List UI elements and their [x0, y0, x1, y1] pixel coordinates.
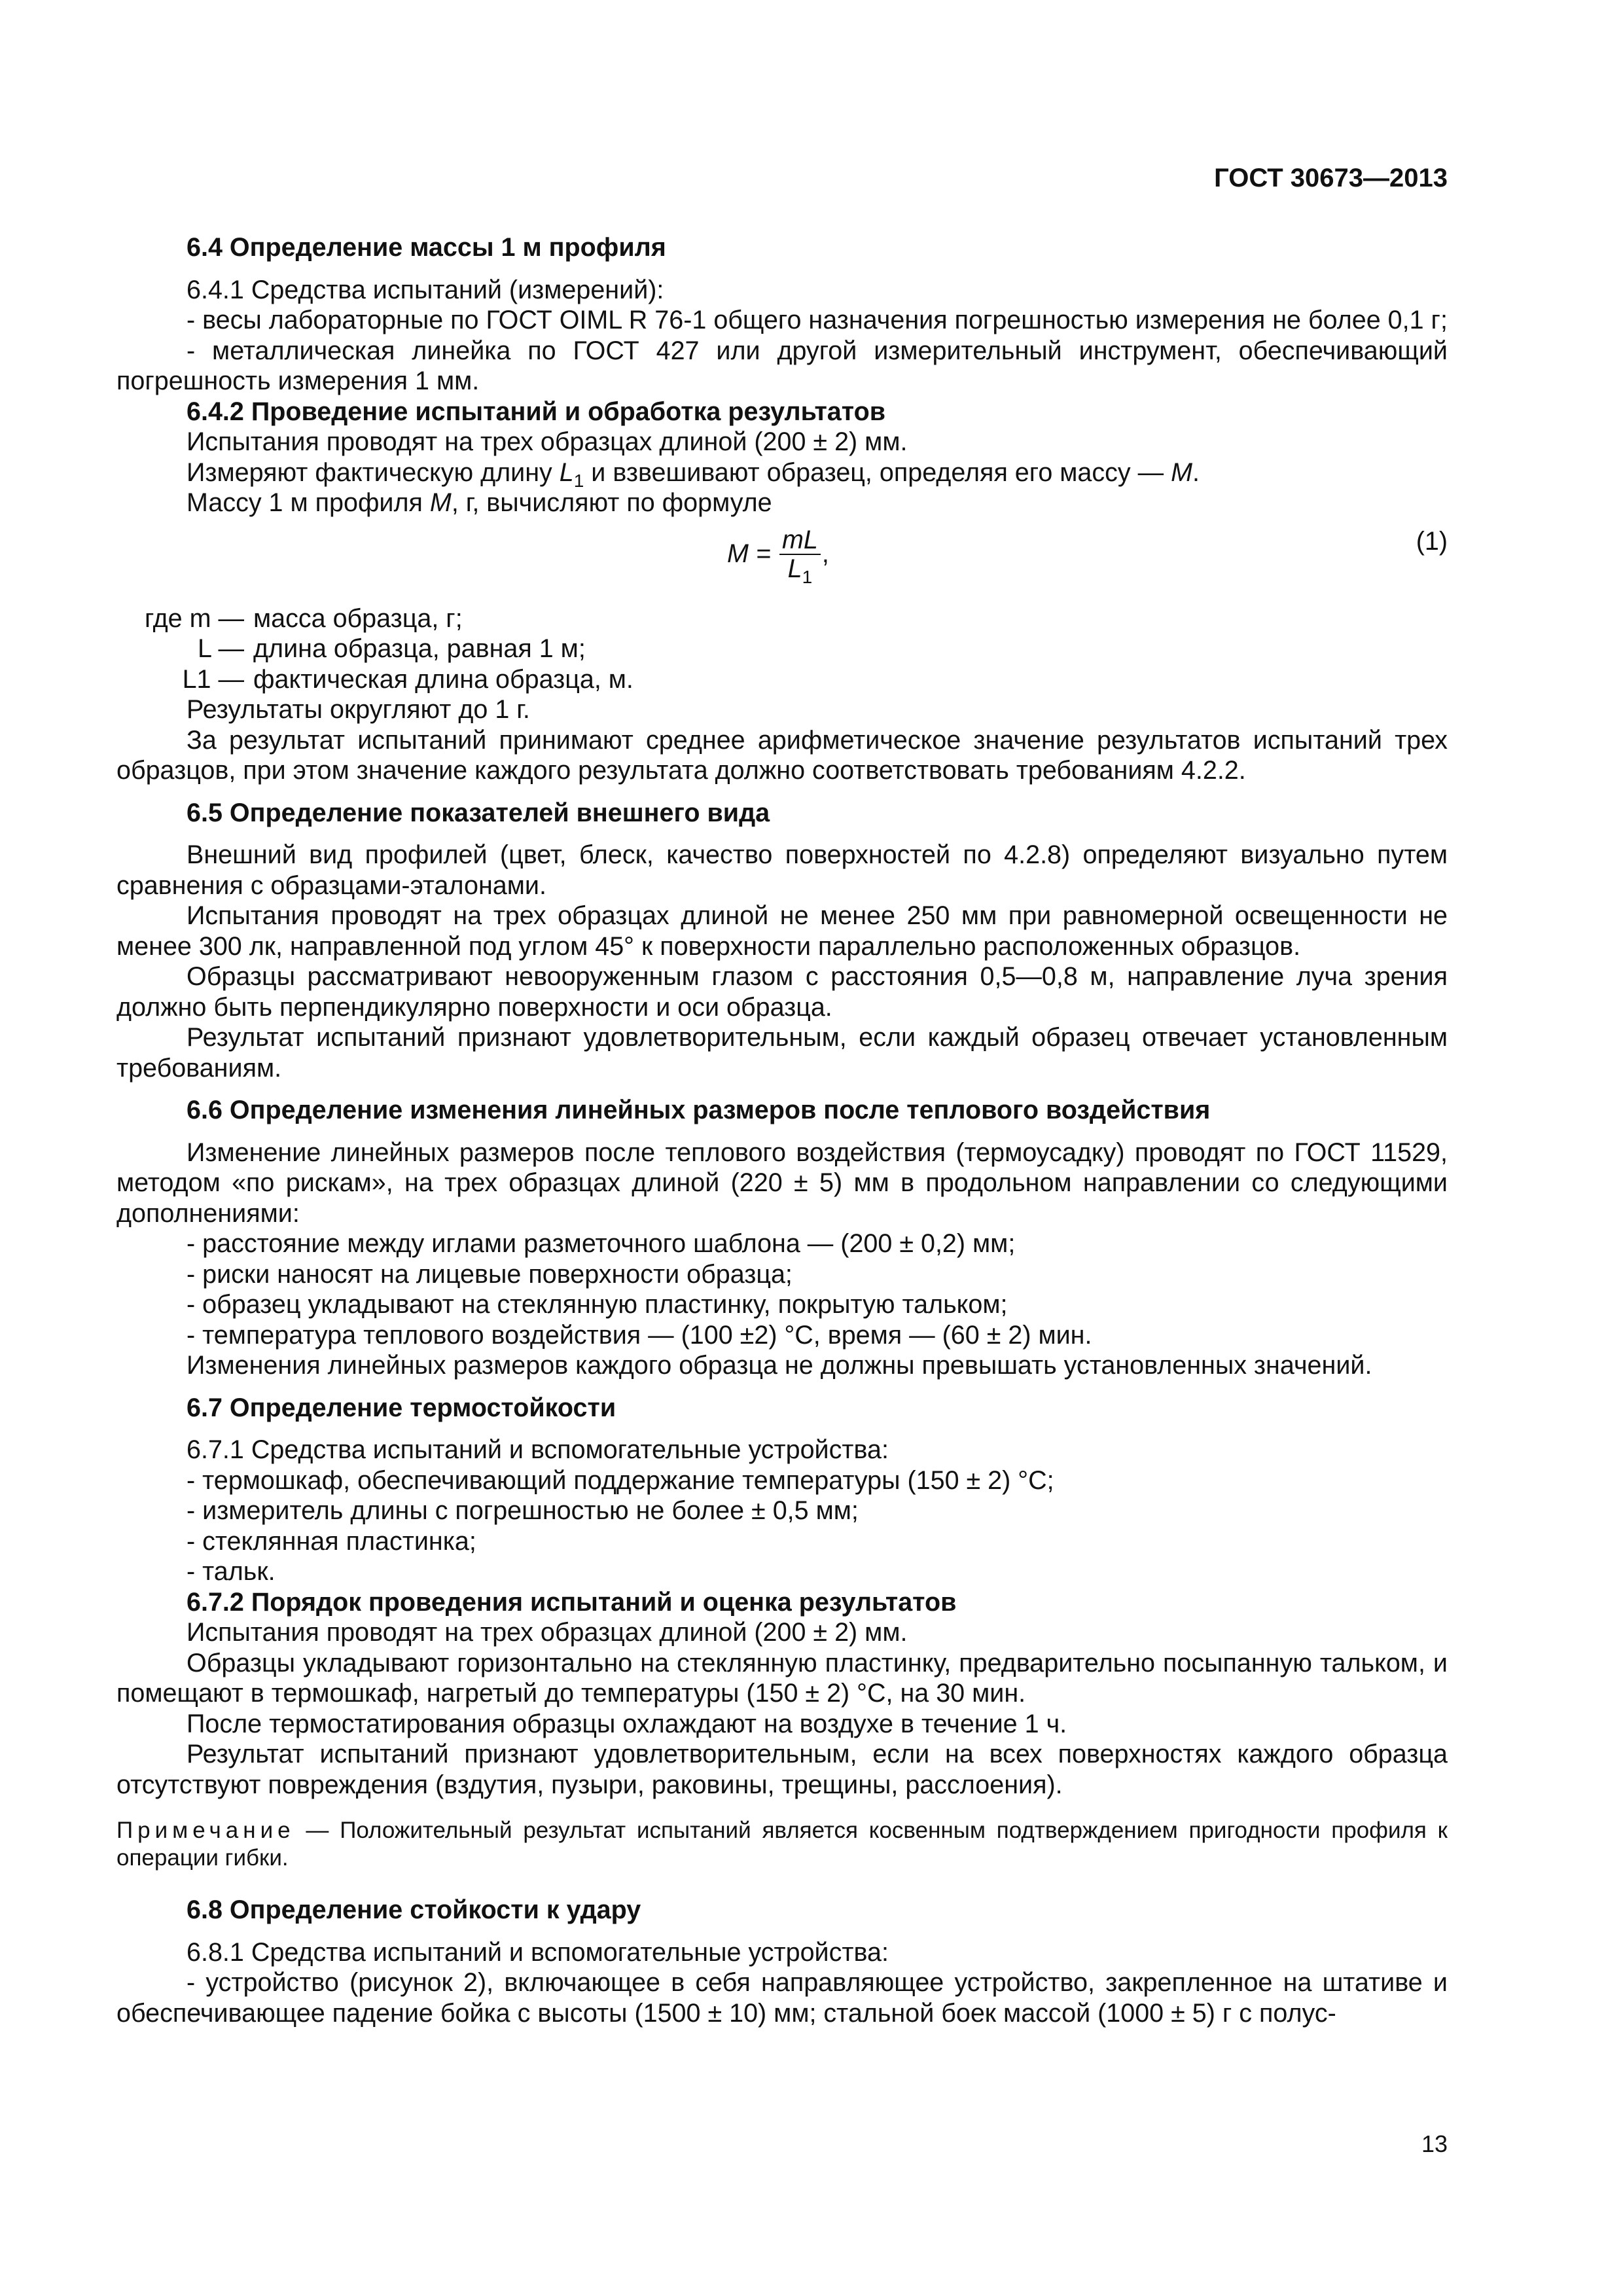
document-page: [116, 0, 1448, 2296]
legend-symbol: L —: [198, 634, 244, 663]
legend-symbol: L1 —: [182, 664, 244, 694]
legend-text: фактическая длина образца, м.: [253, 664, 633, 694]
section-6-8-title: 6.8 Определение стойкости к удару: [187, 1895, 641, 1924]
clause-6-4-2-title: 6.4.2 Проведение испытаний и обработка результатов: [187, 397, 886, 426]
list-item: - измеритель длины с погрешностью не более ± 0,5 мм;: [187, 1496, 859, 1525]
paragraph: Результат испытаний признают удовлетворительным, если каждый образец отвечает установленным требованиям.: [116, 1023, 1448, 1083]
list-item: - риски наносят на лицевые поверхности образца;: [187, 1259, 793, 1289]
formula-expression: M = $\frac{mL}{L_1}$ ,: [727, 525, 829, 587]
paragraph: Массу 1 м профиля M, г, вычисляют по формуле: [187, 488, 772, 517]
legend-text: длина образца, равная 1 м;: [253, 634, 586, 663]
list-item: - термошкаф, обеспечивающий поддержание температуры (150 ± 2) °С;: [187, 1465, 1054, 1495]
clause-6-4-1: 6.4.1 Средства испытаний (измерений):: [187, 275, 664, 304]
clause-6-7-1: 6.7.1 Средства испытаний и вспомогательные устройства:: [187, 1435, 889, 1464]
section-6-6-title: 6.6 Определение изменения линейных размеров после теплового воздействия: [187, 1096, 1211, 1124]
list-item: - весы лабораторные по ГОСТ OIML R 76-1 общего назначения погрешностью измерения не более 0,1 г;: [187, 306, 1448, 334]
list-item: - температура теплового воздействия — (100 ±2) °С, время — (60 ± 2) мин.: [187, 1320, 1092, 1350]
paragraph: За результат испытаний принимают среднее арифметическое значение результатов испытаний трех образцов, при этом значение каждого результата должно соответствовать требованиям 4.2.2.: [116, 725, 1448, 785]
legend-text: масса образца, г;: [253, 603, 463, 633]
paragraph: Измеряют фактическую длину $L_1$ и взвешивают образец, определяя его массу — M.: [187, 457, 1200, 491]
paragraph: Образцы укладывают горизонтально на стеклянную пластинку, предварительно посыпанную тальком, и помещают в термошкаф, нагретый до температуры (150 ± 2) °С, на 30 мин.: [116, 1648, 1448, 1708]
clause-6-8-1: 6.8.1 Средства испытаний и вспомогательные устройства:: [187, 1937, 889, 1967]
note-label: Примечание: [116, 1818, 295, 1843]
list-item: - стеклянная пластинка;: [187, 1526, 476, 1556]
list-item: - устройство (рисунок 2), включающее в себя направляющее устройство, закрепленное на штативе и обеспечивающее падение бойка с высоты (1500 ± 10) мм; стальной боек массой (1000 ± 5) г с полус-: [116, 1968, 1448, 2028]
clause-6-7-2-title: 6.7.2 Порядок проведения испытаний и оценка результатов: [187, 1587, 957, 1617]
list-item: - тальк.: [187, 1557, 276, 1586]
paragraph: Испытания проводят на трех образцах длиной (200 ± 2) мм.: [187, 427, 908, 456]
section-6-4-title: 6.4 Определение массы 1 м профиля: [187, 233, 666, 262]
note: [116, 1817, 1448, 1872]
formula-1: [116, 522, 1448, 593]
paragraph: Результаты округляют до 1 г.: [187, 695, 530, 724]
page-number: 13: [1421, 2130, 1448, 2157]
legend-symbol: где m —: [144, 603, 244, 633]
document-header: ГОСТ 30673—2013: [1214, 164, 1448, 192]
variable-legend: [116, 603, 1448, 695]
paragraph: Изменения линейных размеров каждого образца не должны превышать установленных значений.: [187, 1351, 1372, 1380]
paragraph: Испытания проводят на трех образцах длиной (200 ± 2) мм.: [187, 1618, 908, 1647]
note-text: — Положительный результат испытаний является косвенным подтверждением пригодности профиля к операции гибки.: [116, 1818, 1448, 1871]
formula-fraction: $\frac{mL}{L_1}$: [779, 526, 821, 583]
paragraph: После термостатирования образцы охлаждают на воздухе в течение 1 ч.: [187, 1709, 1067, 1738]
section-6-5-title: 6.5 Определение показателей внешнего вида: [187, 798, 770, 827]
formula-number: (1): [1416, 526, 1448, 556]
paragraph: Образцы рассматривают невооруженным глазом с расстояния 0,5—0,8 м, направление луча зрения должно быть перпендикулярно поверхности и оси образца.: [116, 962, 1448, 1022]
document-body: [116, 232, 1448, 2028]
list-item: - металлическая линейка по ГОСТ 427 или другой измерительный инструмент, обеспечивающий погрешность измерения 1 мм.: [116, 336, 1448, 395]
paragraph: Результат испытаний признают удовлетворительным, если на всех поверхностях каждого образца отсутствуют повреждения (вздутия, пузыри, раковины, трещины, расслоения).: [116, 1740, 1448, 1799]
paragraph: Изменение линейных размеров после теплового воздействия (термоусадку) проводят по ГОСТ 11529, методом «по рискам», на трех образцах длиной (220 ± 5) мм в продольном направлении со следующими дополнениями:: [116, 1138, 1448, 1228]
section-6-7-title: 6.7 Определение термостойкости: [187, 1393, 616, 1422]
list-item: - образец укладывают на стеклянную пластинку, покрытую тальком;: [187, 1290, 1008, 1319]
paragraph: Испытания проводят на трех образцах длиной не менее 250 мм при равномерной освещенности не менее 300 лк, направленной под углом 45° к поверхности параллельно расположенных образцов.: [116, 901, 1448, 961]
paragraph: Внешний вид профилей (цвет, блеск, качество поверхностей по 4.2.8) определяют визуально путем сравнения с образцами-эталонами.: [116, 840, 1448, 900]
list-item: - расстояние между иглами разметочного шаблона — (200 ± 0,2) мм;: [187, 1229, 1016, 1258]
